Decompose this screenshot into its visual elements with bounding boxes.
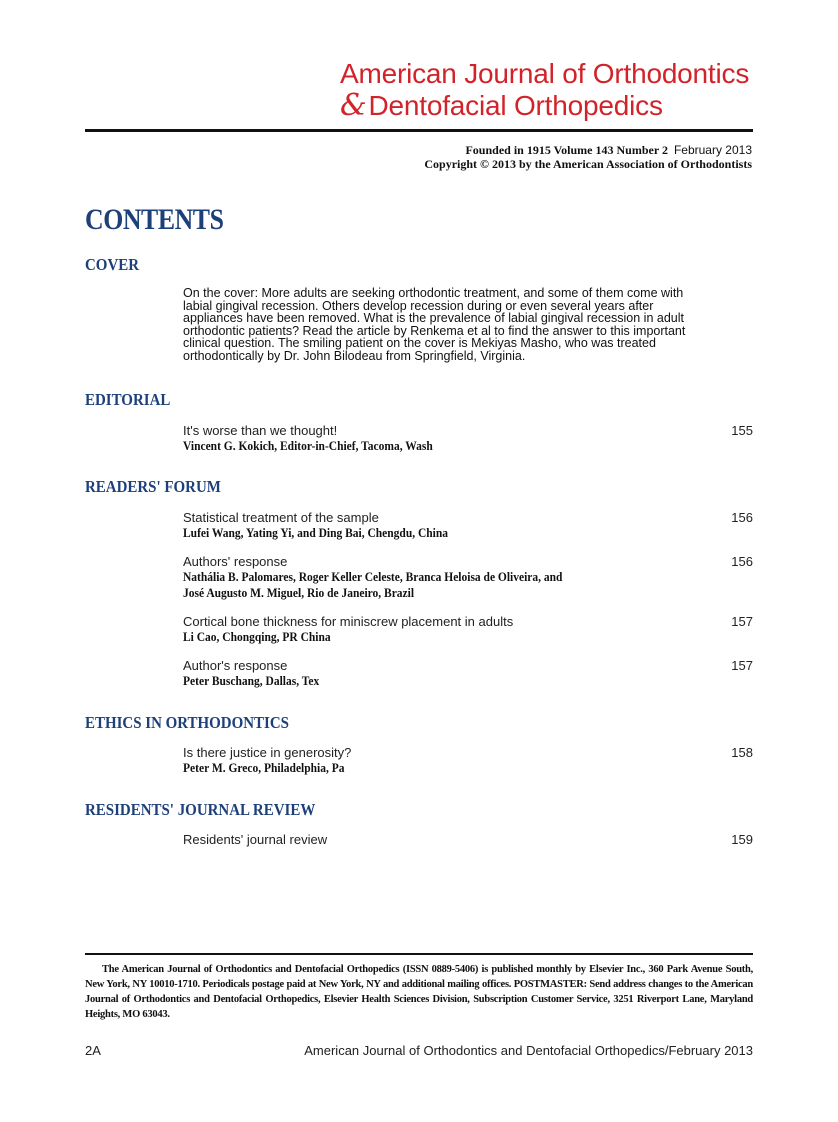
founded-volume-line — [424, 143, 752, 157]
running-title: American Journal of Orthodontics and Dentofacial Orthopedics/February 2013 — [304, 1043, 753, 1058]
toc-entry[interactable] — [183, 658, 753, 689]
cover-description: On the cover: More adults are seeking orthodontic treatment, and some of them come with labial gingival recession. Others develop recession during or even several years after appliances have been removed. What is the prevalence of labial gingival recession in adult orthodontic patients? Read the article by Renkema et al to find the answer to this important clinical question. The smiling patient on the cover is Mekiyas Masho, who was treated orthodontically by Dr. John Bilodeau from Springfield, Virginia. — [183, 286, 686, 363]
article-title[interactable]: Statistical treatment of the sample — [183, 510, 379, 525]
article-authors: Lufei Wang, Yating Yi, and Ding Bai, Chengdu, China — [183, 526, 449, 540]
article-title[interactable]: Residents' journal review — [183, 832, 328, 847]
article-authors-line2: José Augusto M. Miguel, Rio de Janeiro, Brazil — [183, 586, 415, 600]
toc-entry[interactable] — [183, 832, 753, 847]
page-number: 155 — [731, 423, 753, 438]
toc-entry[interactable] — [183, 554, 753, 601]
section-heading-ethics: ETHICS IN ORTHODONTICS — [85, 713, 289, 732]
journal-title-line2-text: Dentofacial Orthopedics — [368, 90, 663, 121]
toc-entry[interactable] — [183, 745, 753, 776]
page-number: 156 — [731, 510, 753, 525]
header-rule — [85, 129, 753, 132]
section-heading-readers-forum: READERS' FORUM — [85, 477, 221, 496]
journal-title-line2 — [340, 90, 760, 122]
section-heading-editorial: EDITORIAL — [85, 390, 171, 409]
page-number: 157 — [731, 658, 753, 673]
issue-date: February 2013 — [673, 143, 752, 157]
founded-volume: Founded in 1915 Volume 143 Number 2 — [465, 143, 668, 157]
footer-rule — [85, 953, 753, 955]
section-heading-cover: COVER — [85, 255, 140, 274]
page-number: 159 — [731, 832, 753, 847]
article-title[interactable]: Is there justice in generosity? — [183, 745, 352, 760]
journal-title-line1: American Journal of Orthodontics — [340, 58, 750, 89]
article-title[interactable]: Author's response — [183, 658, 288, 673]
article-authors-line1: Nathália B. Palomares, Roger Keller Celeste, Branca Heloisa de Oliveira, and — [183, 570, 563, 584]
toc-entry[interactable] — [183, 423, 753, 454]
article-authors: Vincent G. Kokich, Editor-in-Chief, Tacoma, Wash — [183, 439, 433, 453]
ampersand-glyph: & — [340, 88, 367, 123]
article-title[interactable]: It's worse than we thought! — [183, 423, 338, 438]
article-title[interactable]: Cortical bone thickness for miniscrew placement in adults — [183, 614, 514, 629]
toc-entry[interactable] — [183, 510, 753, 541]
page-number: 157 — [731, 614, 753, 629]
page-number: 158 — [731, 745, 753, 760]
section-heading-residents: RESIDENTS' JOURNAL REVIEW — [85, 800, 316, 819]
journal-masthead — [340, 58, 760, 122]
article-authors: Peter Buschang, Dallas, Tex — [183, 674, 320, 688]
page-title: CONTENTS — [85, 203, 224, 236]
article-title[interactable]: Authors' response — [183, 554, 288, 569]
article-authors: Li Cao, Chongqing, PR China — [183, 630, 331, 644]
copyright-line: Copyright © 2013 by the American Association of Orthodontists — [424, 157, 752, 171]
publication-info — [424, 143, 752, 171]
publisher-footnote: The American Journal of Orthodontics and Dentofacial Orthopedics (ISSN 0889-5406) is published monthly by Elsevier Inc., 360 Park Avenue South, New York, NY 10010-1710. Periodicals postage paid at New York, NY and additional mailing offices. POSTMASTER: Send address changes to the American Journal of Orthodontics and Dentofacial Orthopedics, Elsevier Health Sciences Division, Subscription Customer Service, 3251 Riverport Lane, Maryland Heights, MO 63043. — [85, 964, 753, 1020]
page-number: 156 — [731, 554, 753, 569]
toc-entry[interactable] — [183, 614, 753, 645]
article-authors: Peter M. Greco, Philadelphia, Pa — [183, 761, 345, 775]
folio-page-number: 2A — [85, 1043, 101, 1058]
